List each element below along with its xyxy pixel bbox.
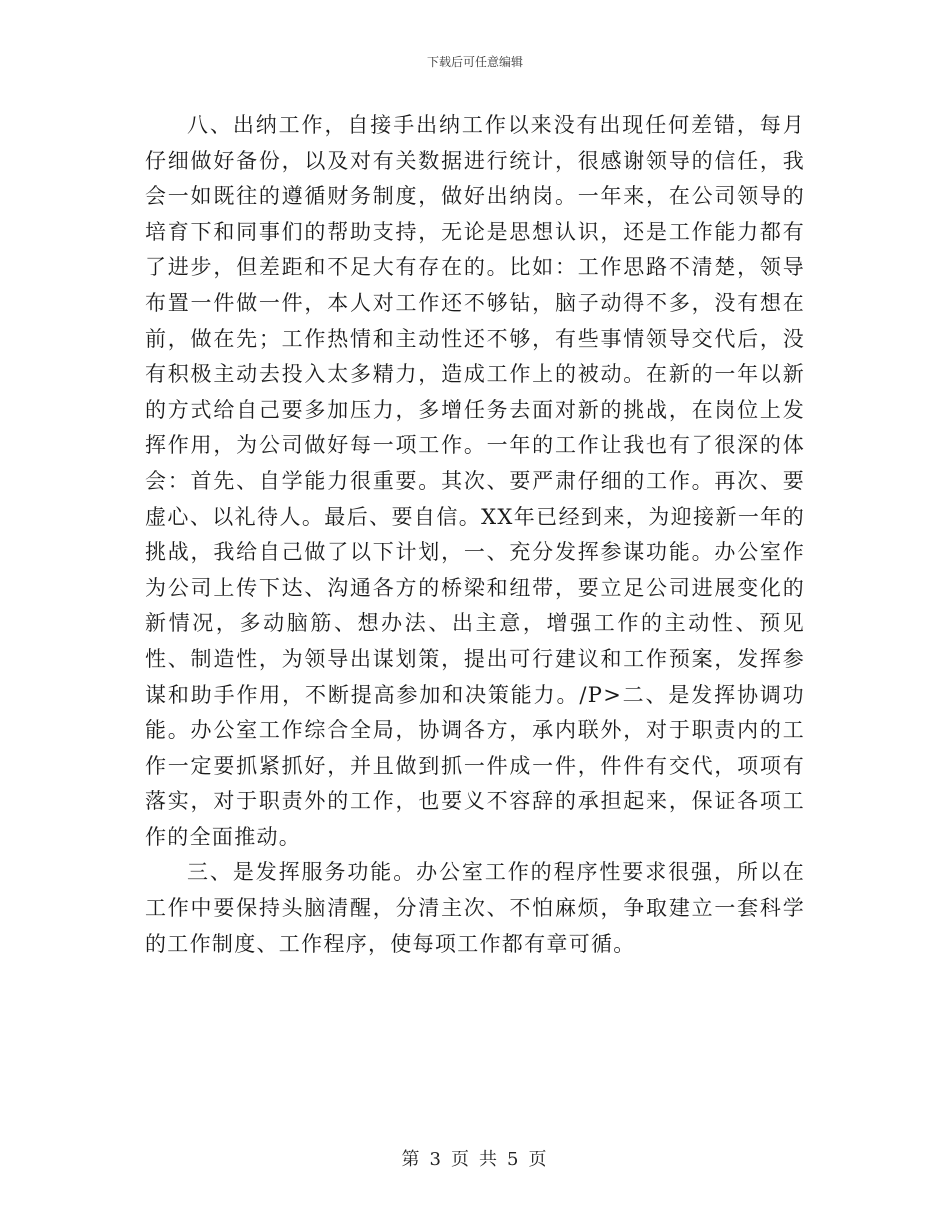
header-note: 下载后可任意编辑 — [426, 55, 523, 69]
footer-page-unit: 页 — [451, 1149, 471, 1170]
footer-total-label: 共 — [479, 1149, 499, 1170]
paragraph-2: 三、是发挥服务功能。办公室工作的程序性要求很强，所以在工作中要保持头脑清醒，分清主次、不怕麻烦，争取建立一套科学的工作制度、工作程序，使每项工作都有章可循。 — [145, 860, 805, 956]
footer-page-label: 第 — [401, 1149, 422, 1170]
page-number-footer — [0, 1145, 950, 1171]
paragraph-1: 八、出纳工作，自接手出纳工作以来没有出现任何差错，每月仔细做好备份，以及对有关数据进行统计，很感谢领导的信任，我会一如既往的遵循财务制度，做好出纳岗。一年来，在公司领导的培育下和同事们的帮助支持，无论是思想认识，还是工作能力都有了进步，但差距和不足大有存在的。比如：工作思路不清楚，领导布置一件做一件，本人对工作还不够钻，脑子动得不多，没有想在前，做在先；工作热情和主动性还不够，有些事情领导交代后，没有积极主动去投入太多精力，造成工作上的被动。在新的一年以新的方式给自己要多加压力，多增任务去面对新的挑战，在岗位上发挥作用，为公司做好每一项工作。一年的工作让我也有了很深的体会：首先、自学能力很重要。其次、要严肃仔细的工作。再次、要虚心、以礼待人。最后、要自信。XX年已经到来，为迎接新一年的挑战，我给自己做了以下计划，一、充分发挥参谋功能。办公室作为公司上传下达、沟通各方的桥梁和纽带，要立足公司进展变化的新情况，多动脑筋、想办法、出主意，增强工作的主动性、预见性、制造性，为领导出谋划策，提出可行建议和工作预案，发挥参谋和助手作用，不断提高参加和决策能力。/P>二、是发挥协调功能。办公室工作综合全局，协调各方，承内联外，对于职责内的工作一定要抓紧抓好，并且做到抓一件成一件，件件有交代，项项有落实，对于职责外的工作，也要义不容辞的承担起来，保证各项工作的全面推动。 — [145, 113, 805, 849]
footer-current-page: 3 — [429, 1149, 443, 1170]
footer-total-unit: 页 — [528, 1149, 549, 1170]
footer-total-pages: 5 — [507, 1149, 521, 1170]
document-body — [145, 108, 805, 962]
